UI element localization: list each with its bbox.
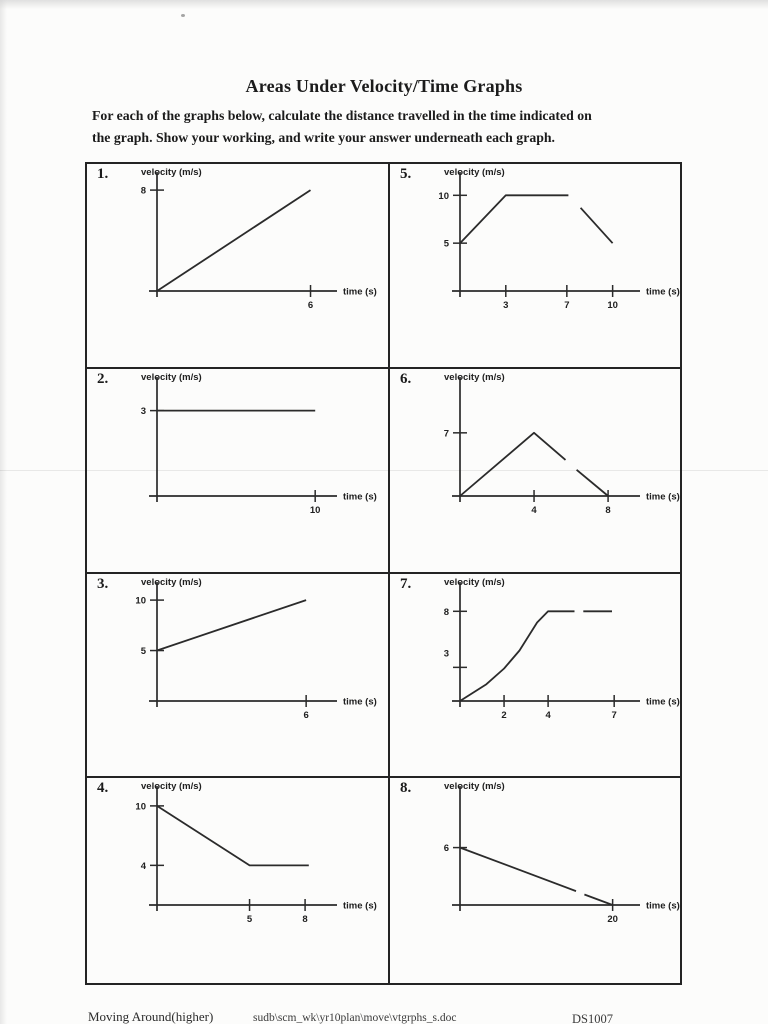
y-axis-label: velocity (m/s) — [141, 371, 202, 383]
instructions — [92, 105, 688, 149]
graph-number: 8. — [400, 780, 412, 797]
y-tick-label: 4 — [140, 861, 146, 873]
y-tick-label: 5 — [443, 238, 449, 250]
y-axis-label: velocity (m/s) — [141, 576, 202, 588]
x-tick-label: 8 — [302, 914, 308, 926]
velocity-line — [157, 806, 309, 866]
y-axis-label: velocity (m/s) — [444, 781, 505, 793]
x-axis-label: time (s) — [343, 286, 377, 298]
velocity-line — [460, 848, 576, 892]
x-tick-label: 7 — [564, 300, 570, 311]
instructions-line-2: the graph. Show your working, and write your answer underneath each graph. — [92, 130, 556, 146]
scan-dot-artifact — [181, 14, 185, 17]
x-tick-label: 4 — [531, 504, 537, 516]
graph-figure — [390, 576, 680, 728]
y-axis-label: velocity (m/s) — [141, 167, 202, 178]
velocity-line — [157, 600, 306, 650]
y-tick-label: 6 — [443, 843, 449, 855]
graph-figure — [87, 371, 387, 523]
graph-figure — [390, 780, 680, 932]
x-tick-label: 4 — [545, 709, 551, 721]
graph-figure — [390, 166, 680, 318]
graph-cell-8 — [390, 778, 680, 983]
graph-number: 5. — [400, 166, 412, 182]
graph-number: 6. — [400, 370, 412, 387]
footer-code: DS1007 — [572, 1012, 613, 1024]
x-tick-label: 6 — [303, 709, 309, 721]
x-axis-label: time (s) — [646, 900, 680, 912]
velocity-line — [584, 895, 612, 906]
y-tick-label: 3 — [443, 647, 449, 659]
graph-figure — [87, 576, 387, 728]
instructions-line-1: For each of the graphs below, calculate the distance travelled in the time indicated on — [92, 108, 592, 123]
graph-figure — [390, 371, 680, 523]
velocity-line — [460, 195, 568, 243]
y-axis-label: velocity (m/s) — [444, 371, 505, 383]
x-axis-label: time (s) — [343, 900, 377, 912]
scan-edge-artifact — [0, 0, 7, 1024]
y-tick-label: 3 — [140, 405, 146, 417]
x-tick-label: 10 — [309, 504, 321, 516]
velocity-line — [460, 611, 575, 701]
x-axis-label: time (s) — [343, 491, 377, 503]
x-tick-label: 8 — [605, 504, 611, 516]
y-axis-label: velocity (m/s) — [444, 167, 505, 178]
x-tick-label: 3 — [503, 300, 509, 311]
velocity-line — [577, 470, 609, 496]
graph-cell-1 — [87, 164, 390, 369]
y-tick-label: 10 — [438, 190, 449, 202]
x-tick-label: 5 — [246, 914, 253, 926]
y-tick-label: 8 — [140, 185, 146, 197]
x-tick-label: 7 — [611, 709, 617, 721]
graph-cell-3 — [87, 574, 390, 779]
x-axis-label: time (s) — [646, 696, 680, 707]
graph-cell-6 — [390, 369, 680, 574]
graph-cell-7 — [390, 574, 680, 779]
x-axis-label: time (s) — [646, 286, 680, 298]
y-tick-label: 10 — [135, 801, 146, 813]
graph-number: 3. — [97, 575, 109, 592]
velocity-line — [157, 190, 311, 291]
graph-figure — [87, 166, 387, 318]
graph-number: 7. — [400, 575, 412, 592]
x-tick-label: 6 — [307, 300, 314, 311]
velocity-line — [581, 208, 613, 243]
graph-cell-5 — [390, 164, 680, 369]
y-axis-label: velocity (m/s) — [444, 576, 505, 588]
graph-number: 2. — [97, 370, 109, 387]
x-tick-label: 20 — [607, 914, 618, 926]
x-tick-label: 2 — [501, 709, 507, 721]
y-tick-label: 5 — [140, 645, 146, 657]
y-tick-label: 7 — [443, 428, 449, 440]
x-axis-label: time (s) — [343, 696, 377, 707]
footer-file-path: sudb\scm_wk\yr10plan\move\vtgrphs_s.doc — [253, 1012, 457, 1024]
page-title: Areas Under Velocity/Time Graphs — [245, 76, 523, 96]
x-tick-label: 10 — [607, 300, 618, 311]
graph-cell-4 — [87, 778, 390, 983]
footer-document-name: Moving Around(higher) — [88, 1009, 214, 1024]
graph-figure — [87, 780, 387, 932]
graphs-grid — [85, 162, 682, 985]
velocity-line — [460, 433, 566, 496]
graph-number: 1. — [97, 166, 109, 182]
graph-cell-2 — [87, 369, 390, 574]
y-tick-label: 10 — [135, 595, 146, 607]
scan-edge-artifact — [0, 0, 768, 9]
x-axis-label: time (s) — [646, 491, 680, 503]
graph-number: 4. — [97, 780, 109, 797]
y-tick-label: 8 — [443, 606, 449, 618]
y-axis-label: velocity (m/s) — [141, 781, 202, 793]
